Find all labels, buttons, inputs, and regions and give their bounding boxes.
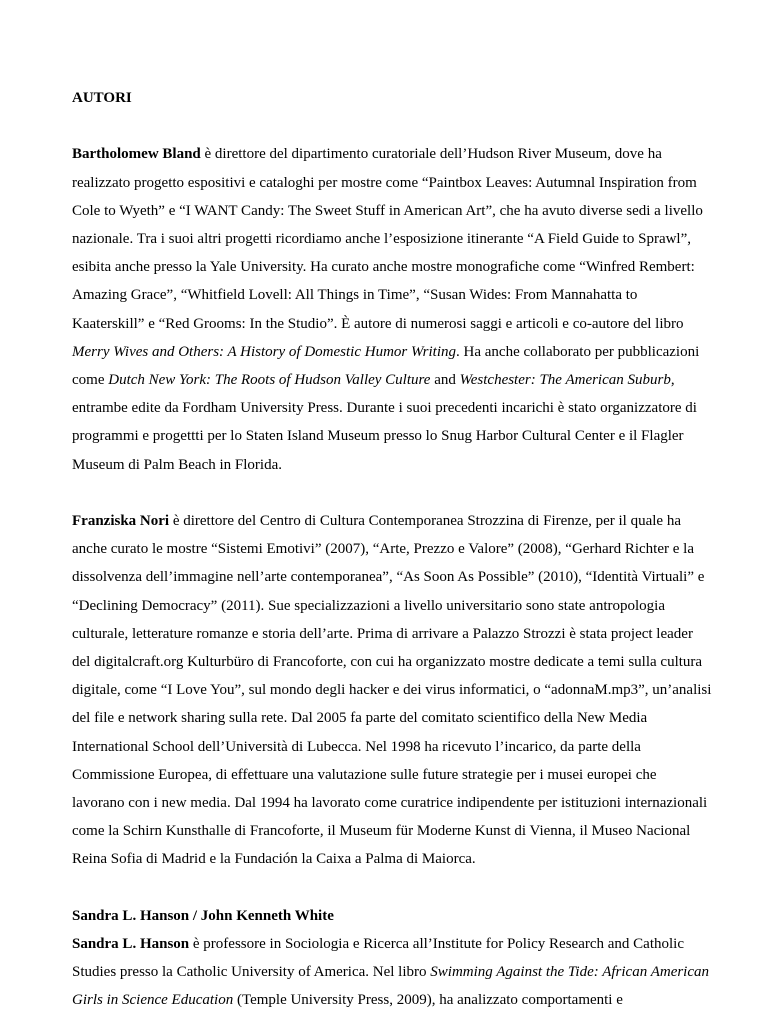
author-name-hanson: Sandra L. Hanson [72, 936, 190, 953]
bio-bland-text-4: , entrambe edite da Fordham University Press. Durante i suoi precedenti incarichi è stato organizzatore di programmi e progettti per lo Staten Island Museum presso lo Snug Harbor Cultural Center e il Flagler Museum di Palm Beach in Florida. [72, 372, 697, 473]
author-name-nori: Franziska Nori [72, 513, 170, 530]
bio-nori [72, 507, 712, 874]
book-title-merry-wives: Merry Wives and Others: A History of Domestic Humor Writing [72, 343, 457, 360]
book-title-swimming-against-the-tide: Swimming Against the Tide: African American Girls in Science Education [72, 964, 710, 1009]
author-name-bland: Bartholomew Bland [72, 146, 201, 163]
bio-bland-text-2: . Ha anche collaborato per pubblicazioni come [72, 343, 700, 389]
bio-bland [72, 140, 712, 478]
book-title-westchester: Westchester: The American Suburb [459, 372, 671, 389]
document-page [72, 84, 712, 1015]
bio-bland-text-1: è direttore del dipartimento curatoriale dell’Hudson River Museum, dove ha realizzato progetto espositivi e cataloghi per mostre come “Paintbox Leaves: Autumnal Inspiration from Cole to Wyeth” e “I WANT Candy: The Sweet Stuff in American Art”, che ha avuto diverse sedi a livello nazionale. Tra i suoi altri progetti ricordiamo anche l’esposizione itinerante “A Field Guide to Sprawl”, esibita anche presso la Yale University. Ha curato anche mostre monografiche come “Winfred Rembert: Amazing Grace”, “Whitfield Lovell: All Things in Time”, “Susan Wides: From Mannahatta to Kaaterskill” e “Red Grooms: In the Studio”. È autore di numerosi saggi e articoli e co-autore del libro [72, 146, 703, 332]
bio-hanson [72, 930, 712, 1015]
authors-subheading: Sandra L. Hanson / John Kenneth White [72, 907, 334, 924]
bio-hanson-text-1: è professore in Sociologia e Ricerca all’Institute for Policy Research and Catholic Studies presso la Catholic University of America. Nel libro [72, 936, 684, 981]
bio-hanson-text-2: (Temple University Press, 2009), ha analizzato comportamenti e [233, 992, 623, 1009]
section-heading: AUTORI [72, 90, 132, 106]
bio-bland-text-3: and [430, 372, 460, 389]
bio-nori-text: è direttore del Centro di Cultura Contemporanea Strozzina di Firenze, per il quale ha anche curato le mostre “Sistemi Emotivi” (2007), “Arte, Prezzo e Valore” (2008), “Gerhard Richter e la dissolvenza dell’immagine nell’arte contemporanea”, “As Soon As Possible” (2010), “Identità Virtuali” e “Declining Democracy” (2011). Sue specializzazioni a livello universitario sono state antropologia culturale, letterature romanze e storia dell’arte. Prima di arrivare a Palazzo Strozzi è stata project leader del digitalcraft.org Kulturbüro di Francoforte, con cui ha organizzato mostre dedicate a temi sulla cultura digitale, come “I Love You”, sul mondo degli hacker e dei virus informatici, o “adonnaM.mp3”, un’analisi del file e network sharing sulla rete. Dal 2005 fa parte del comitato scientifico della New Media International School dell’Università di Lubecca. Nel 1998 ha ricevuto l’incarico, da parte della Commissione Europea, di effettuare una valutazione sulle future strategie per i musei europei che lavorano con i new media. Dal 1994 ha lavorato come curatrice indipendente per istituzioni internazionali come la Schirn Kunsthalle di Francoforte, il Museum für Moderne Kunst di Vienna, il Museo Nacional Reina Sofia di Madrid e la Fundación la Caixa a Palma di Maiorca. [72, 513, 712, 868]
book-title-dutch-new-york: Dutch New York: The Roots of Hudson Valley Culture [108, 372, 431, 389]
